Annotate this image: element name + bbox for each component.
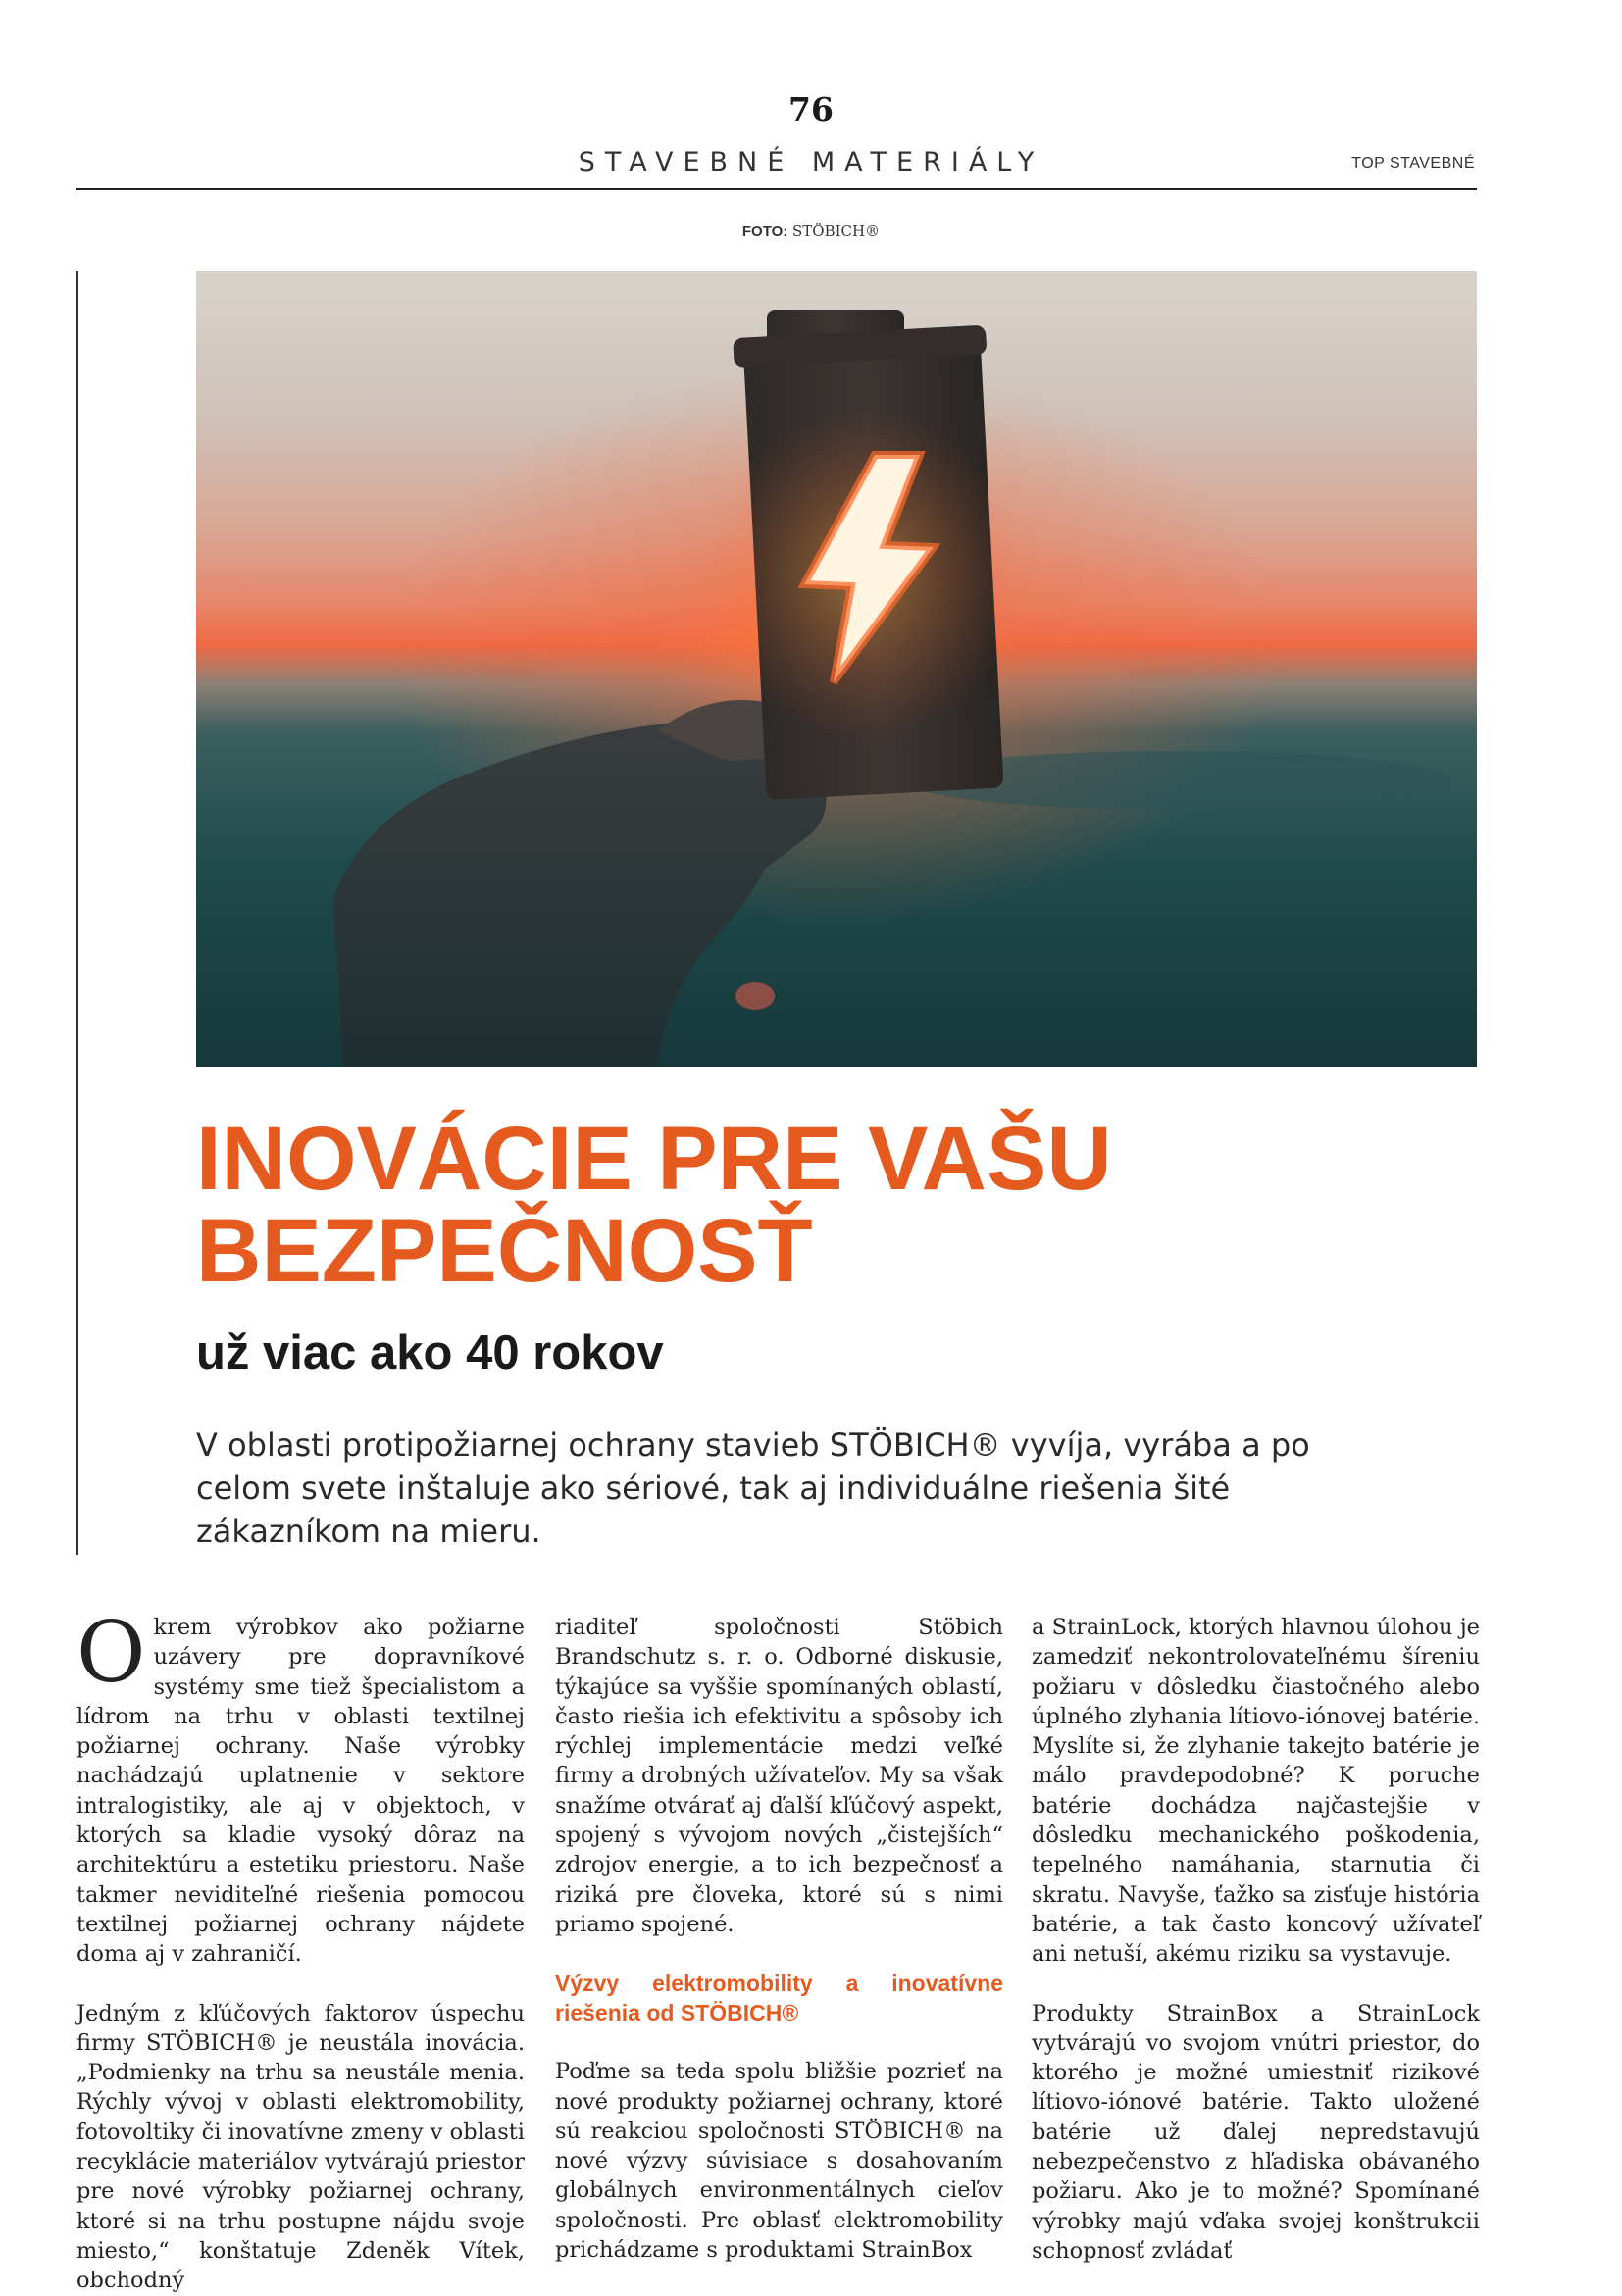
article-lead: V oblasti protipožiarnej ochrany stavieb STÖBICH® vyvíja, vyrába a po celom svete inštaluje ako sériové, tak aj individuálne riešenia šité zákazníkom na mieru. bbox=[196, 1426, 1310, 1550]
article-headline bbox=[196, 1109, 1471, 1301]
header-rule bbox=[76, 188, 1477, 190]
col2-paragraph-1: riaditeľ spoločnosti Stöbich Brandschutz s. r. o. Odborné diskusie, týkajúce sa vyššie spomínaných oblastí, často riešia ich efektivitu a spôsoby ich rýchlej implementácie medzi veľké firmy a drobných užívateľov. My sa však snažíme otvárať aj ďalší kľúčový aspekt, spojený s vývojom nových „čistejších“ zdrojov energie, a to ich bezpečnosť a riziká pre človeka, ktoré sú s nimi priamo spojené. bbox=[555, 1615, 1003, 1937]
headline-line-1: INOVÁCIE PRE VAŠU bbox=[196, 1109, 1112, 1209]
drop-cap: O bbox=[76, 1604, 146, 1702]
photo-credit-label: FOTO: bbox=[741, 224, 788, 240]
col1-paragraph-1-text: krem výrobkov ako požiarne uzávery pre dopravníkové systémy sme tiež špecialistom a lídrom na trhu v oblasti textilnej požiarnej ochrany. Naše výrobky nachádzajú uplatnenie v sektore intralogistiky, ale aj v objektoch, v ktorých sa kladie vysoký dôraz na architektúru a estetiku priestoru. Naše takmer neviditeľné riešenia pomocou textilnej požiarnej ochrany nájdete doma aj v zahraničí. bbox=[76, 1615, 525, 1968]
col1-paragraph-2: Jedným z kľúčových faktorov úspechu firmy STÖBICH® je neustála inovácia. „Podmienky na trhu sa neustále menia. Rýchly vývoj v oblasti elektromobility, fotovoltiky či inovatívne zmeny v oblasti recyklácie materiálov vytvárajú priestor pre nové výrobky požiarnej ochrany, ktoré si na trhu postupne nájdu svoje miesto,“ konštatuje Zdeněk Vítek, obchodný bbox=[76, 2000, 525, 2294]
col2-paragraph-2: Poďme sa teda spolu bližšie pozrieť na nové produkty požiarnej ochrany, ktoré sú reakciou spoločnosti STÖBICH® na nové výzvy súvisiace s dosahovaním globálnych environmentálnych cieľov spoločnosti. Pre oblasť elektromobility prichádzame s produktami StrainBox bbox=[555, 2059, 1003, 2264]
publication-name: TOP STAVEBNÉ bbox=[1351, 155, 1475, 172]
page-number: 76 bbox=[788, 90, 834, 128]
headline-line-2: BEZPEČNOSŤ bbox=[196, 1201, 813, 1301]
hero-photo bbox=[196, 271, 1477, 1067]
body-column-1 bbox=[76, 1604, 525, 2296]
article-subheadline: už viac ako 40 rokov bbox=[196, 1326, 664, 1379]
body-column-3 bbox=[1032, 1613, 1480, 2266]
sidebar-rule bbox=[76, 271, 78, 1555]
battery-lightning-icon bbox=[196, 271, 1477, 1067]
col1-paragraph-1 bbox=[76, 1604, 525, 1970]
section-title: STAVEBNÉ MATERIÁLY bbox=[578, 147, 1044, 177]
photo-credit-name: STÖBICH® bbox=[792, 223, 881, 240]
col3-paragraph-1: a StrainLock, ktorých hlavnou úlohou je zamedziť nekontrolovateľnému šíreniu požiaru v dôsledku čiastočného alebo úplného zlyhania lítiovo-iónovej batérie. Myslíte si, že zlyhanie takejto batérie je málo pravdepodobné? K poruche batérie dochádza najčastejšie v dôsledku mechanického poškodenia, tepelného namáhania, starnutia či skratu. Navyše, ťažko sa zisťuje história batérie, a tak často koncový užívateľ ani netuší, akému riziku sa vystavuje. bbox=[1032, 1615, 1480, 1968]
col2-subheading: Výzvy elektromobility a inovatívne riešenia od STÖBICH® bbox=[555, 1971, 1003, 2026]
col3-paragraph-2: Produkty StrainBox a StrainLock vytvárajú vo svojom vnútri priestor, do ktorého je možné umiestniť rizikové lítiovo-iónové batérie. Takto uložené batérie už ďalej nepredstavujú nebezpečenstvo z hľadiska obávaného požiaru. Ako je to možné? Spomínané výrobky majú vďaka svojej konštrukcii schopnosť zvládať bbox=[1032, 2000, 1480, 2264]
body-column-2 bbox=[555, 1613, 1003, 2265]
photo-credit bbox=[0, 223, 1622, 240]
